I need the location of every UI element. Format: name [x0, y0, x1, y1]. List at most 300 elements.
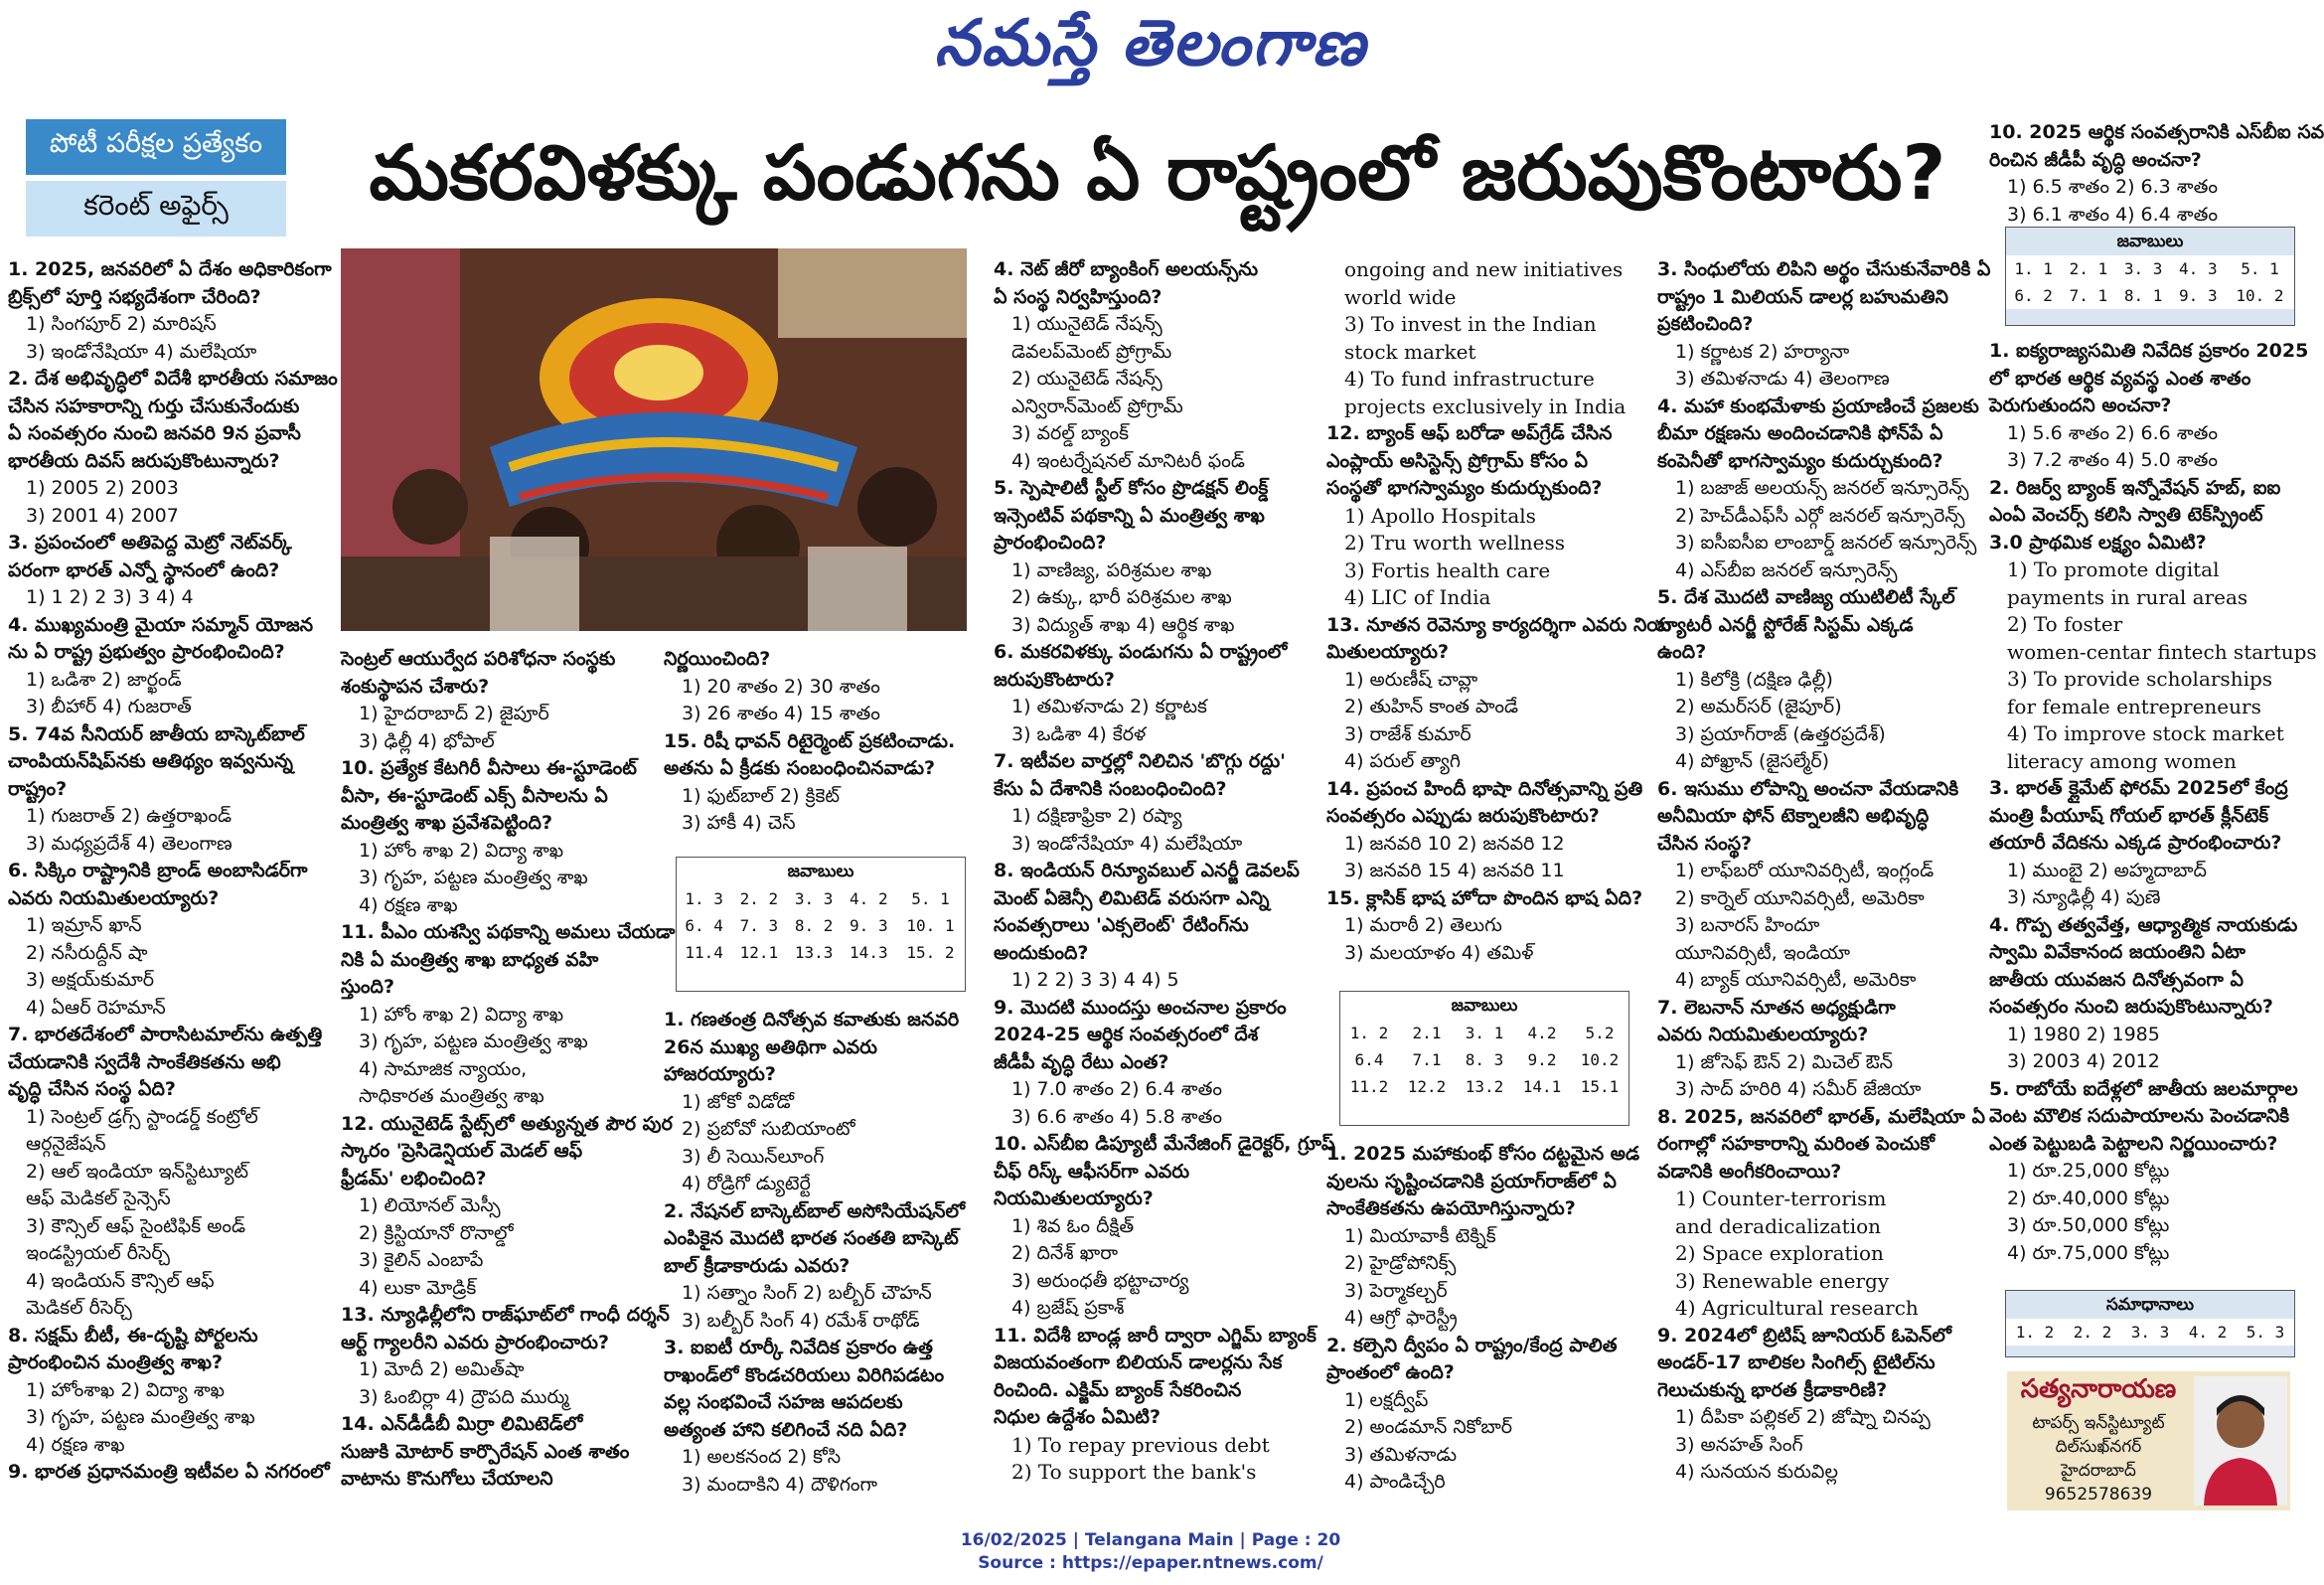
answer-box-title: సమాధానాలు	[2105, 1295, 2195, 1315]
column-7a	[1989, 119, 2324, 229]
question-line: 1. ఐక్యరాజ్యసమితి నివేదిక ప్రకారం 2025	[1989, 340, 2309, 362]
option-line: 3) న్యూఢిల్లీ 4) పుణె	[2007, 886, 2161, 908]
option-line: 3) బీహార్ 4) గుజరాత్	[26, 696, 192, 717]
option-line: 1) ఫుట్‌బాల్ 2) క్రికెట్	[682, 784, 841, 807]
option-line: 1) Apollo Hospitals	[1344, 503, 1536, 528]
answer-cell: 9.2	[1527, 1050, 1557, 1069]
answer-cell: 5. 3	[2246, 1323, 2285, 1342]
question-line: సంస్థతో భాగస్వామ్యం కుదుర్చుకుంది?	[1326, 477, 1603, 499]
option-line: women-centar fintech startups	[2007, 639, 2317, 664]
question-line: జరుపుకొంటారు?	[994, 668, 1115, 691]
option-line: 3) ఇండోనేషియా 4) మలేషియా	[26, 340, 257, 363]
question-line: 15. రిషీ ధావన్ రిటైర్మెంట్ ప్రకటించాడు.	[664, 729, 956, 752]
answer-cell: 8. 2	[794, 916, 834, 935]
question-line: 10. ఎస్‌బీఐ డిప్యూటీ మేనేజింగ్ డైరెక్టర్, గ్రూప్	[994, 1133, 1335, 1155]
column-3	[664, 646, 980, 838]
question-line: సంవత్సరాలు 'ఎక్సలెంట్' రేటింగ్‌ను	[994, 914, 1249, 936]
question-line: వులను సృష్టించడానికి ప్రయాగ్‌రాజ్‌లో ఏ	[1326, 1170, 1617, 1192]
option-line: 3) ఐసీఐసీఐ లాంబార్డ్ జనరల్ ఇన్సూరెన్స్	[1675, 532, 1977, 554]
headline: మకరవిళక్కు పండుగను ఏ రాష్ట్రంలో జరుపుకొంటారు?	[369, 128, 1946, 217]
option-line: 3) జనవరి 15 4) జనవరి 11	[1344, 860, 1565, 881]
question-line: హాజరయ్యారు?	[664, 1063, 776, 1085]
option-line: 1) యునైటెడ్ నేషన్స్	[1011, 313, 1162, 335]
option-line: 2) కార్నెల్ యూనివర్సిటీ, అమెరికా	[1675, 886, 1925, 909]
question-line: రంగాల్లో సహకారాన్ని మరింత పెంచుకో	[1657, 1133, 1936, 1155]
question-line: ఎవరు నియమితులయ్యారు?	[8, 886, 220, 909]
option-line: 1) 6.5 శాతం 2) 6.3 శాతం	[2007, 176, 2218, 198]
option-line: 1) లాఫ్‌బరో యూనివర్సిటీ, ఇంగ్లండ్	[1675, 860, 1935, 881]
question-line: 3. భారత్ క్లైమేట్ ఫోరమ్ 2025లో కేంద్ర	[1989, 777, 2288, 799]
section-tag-competitive: పోటీ పరీక్షల ప్రత్యేకం	[26, 119, 286, 175]
question-line: 5. స్పెషాలిటీ స్టీల్ కోసం ప్రొడక్షన్ లింక్డ్	[994, 477, 1269, 499]
option-line: ఎన్విరాన్‌మెంట్ ప్రోగ్రామ్	[1011, 395, 1183, 417]
option-line: 4) రూ.75,000 కోట్లు	[2007, 1241, 2170, 1264]
column-3b	[664, 1007, 980, 1499]
question-line: 1. 2025, జనవరిలో ఏ దేశం అధికారికంగా	[8, 258, 332, 280]
option-line: 2) అమర్‌సర్ (జైపూర్)	[1675, 696, 1842, 717]
answer-cell: 4.2	[1527, 1024, 1557, 1042]
answer-box-title: జవాబులు	[1451, 996, 1518, 1016]
option-line: 4) పాండిచ్చేరి	[1344, 1471, 1446, 1493]
option-line: 4) సునయన కురువిల్ల	[1675, 1461, 1838, 1483]
author-name: సత్యనారాయణ	[2020, 1374, 2177, 1404]
option-line: ఇండస్ట్రియల్ రీసెర్చ్	[26, 1242, 170, 1264]
answer-cell: 4. 2	[2188, 1323, 2228, 1342]
question-line: 10. 2025 ఆర్థిక సంవత్సరానికి ఎస్‌బీఐ సవ	[1989, 121, 2324, 143]
option-line: 1) మరాఠీ 2) తెలుగు	[1344, 914, 1502, 936]
answer-cell: 5.2	[1585, 1024, 1615, 1042]
option-line: 1) 1980 2) 1985	[2007, 1023, 2160, 1045]
option-line: 1) దీపికా పల్లికల్ 2) జోష్నా చినప్ప	[1675, 1406, 1931, 1428]
question-line: 8. ఇండియన్ రిన్యూవబుల్ ఎనర్జీ డెవలప్	[994, 860, 1300, 881]
option-line: 2) రూ.40,000 కోట్లు	[2007, 1187, 2170, 1209]
answer-cell: 2.1	[1412, 1024, 1442, 1042]
question-line: నికి ఏ మంత్రిత్వ శాఖ బాధ్యత వహి	[341, 948, 599, 971]
option-line: 1) అలకనంద 2) కోసి	[682, 1446, 842, 1468]
author-line: హైదరాబాద్	[2061, 1461, 2136, 1481]
option-line: 3) రాజేశ్ కుమార్	[1344, 722, 1472, 745]
question-line: అనీమియా ఫోన్ టెక్నాలజీని అభివృద్ధి	[1657, 805, 1930, 827]
option-line: 2) ప్రబోవో సుబియాంటో	[682, 1118, 855, 1140]
option-line: 1) రూ.25,000 కోట్లు	[2007, 1160, 2170, 1182]
question-line: వీసా, ఈ-స్టూడెంట్ ఎక్స్ వీసాలను ఏ	[341, 784, 608, 807]
option-line: 3) అనహత్ సింగ్	[1675, 1433, 1803, 1456]
answer-cell: 14.1	[1522, 1077, 1562, 1096]
question-line: 2024-25 ఆర్థిక సంవత్సరంలో దేశ	[994, 1024, 1259, 1045]
option-line: 1) To repay previous debt	[1011, 1432, 1270, 1457]
answer-cell: 13.3	[794, 943, 834, 962]
question-line: అతను ఏ క్రీడకు సంబంధించినవాడు?	[664, 757, 936, 779]
option-line: 3) Fortis health care	[1344, 557, 1551, 582]
question-line: 13. నూతన రెవెన్యూ కార్యదర్శిగా ఎవరు నియ	[1326, 613, 1671, 636]
question-line: చాంపియన్‌షిప్‌నకు ఆతిథ్యం ఇవ్వనున్న	[8, 750, 293, 772]
column-4	[994, 256, 1335, 1487]
question-line: అందుకుంది?	[994, 941, 1089, 964]
question-line: తయారీ వేదికను ఎక్కడ ప్రారంభించారు?	[1989, 832, 2282, 854]
answer-cell: 1. 1	[2014, 259, 2053, 278]
option-line: 3) 2003 4) 2012	[2007, 1050, 2160, 1072]
option-line: 4) To improve stock market	[2007, 721, 2284, 745]
question-line: సుజుకి మోటార్ కార్పొరేషన్ ఎంత శాతం	[341, 1440, 630, 1463]
option-line: 4) లుకా మోడ్రిక్	[359, 1276, 477, 1299]
question-line: మంత్రి పీయూష్ గోయల్ భారత్ క్లీన్‌టెక్	[1989, 804, 2269, 827]
option-line: 4) రక్షణ శాఖ	[359, 893, 458, 916]
answer-cell: 3. 1	[1465, 1024, 1504, 1042]
question-line: 11. విదేశీ బాండ్ల జారీ ద్వారా ఎగ్జిమ్ బ్యాంక్	[994, 1324, 1317, 1347]
option-line: 2) హెచ్‌డీఎఫ్‌సీ ఎర్గో జనరల్ ఇన్సూరెన్స్	[1675, 504, 1965, 527]
answer-cell: 1. 2	[2015, 1323, 2055, 1342]
question-line: 6. సిక్కిం రాష్ట్రానికి బ్రాండ్ అంబాసిడర్‌గా	[8, 860, 308, 881]
question-line: 2. కల్పెని ద్వీపం ఏ రాష్ట్రం/కేంద్ర పాలిత	[1326, 1334, 1618, 1356]
question-line: కేసు ఏ దేశానికి సంబంధించింది?	[994, 777, 1227, 800]
option-line: 1) హోంశాఖ 2) విద్యా శాఖ	[26, 1378, 226, 1401]
question-line: 14. ప్రపంచ హిందీ భాషా దినోత్సవాన్ని ప్రతి	[1326, 777, 1643, 800]
answer-box-1	[676, 857, 966, 992]
author-line: టాపర్స్ ఇన్‌స్టిట్యూట్	[2032, 1413, 2165, 1433]
question-line: 3. ఐఐటీ రూర్కీ నివేదిక ప్రకారం ఉత్త	[664, 1337, 933, 1358]
option-line: 2) దినేశ్ ఖారా	[1011, 1242, 1119, 1264]
question-line: 5. దేశ మొదటి వాణిజ్య యుటిలిటీ స్కేల్	[1657, 586, 1955, 608]
answer-cell: 8. 3	[1465, 1050, 1504, 1069]
option-line: 3) మందాకిని 4) దౌళిగంగా	[682, 1473, 878, 1496]
option-line: 3) అక్షయ్‌కుమార్	[26, 969, 155, 991]
option-line: 2) Space exploration	[1675, 1241, 1884, 1265]
question-line: 4. మహా కుంభమేళాకు ప్రయాణించే ప్రజలకు	[1657, 395, 1979, 417]
option-line: యూనివర్సిటీ, ఇండియా	[1675, 941, 1851, 964]
question-line: 3. సింధులోయ లిపిని అర్థం చేసుకునేవారికి ఏ	[1657, 258, 1991, 280]
question-line: లో భారత ఆర్థిక వ్యవస్థ ఎంత శాతం	[1989, 367, 2251, 390]
option-line: 3) తమిళనాడు	[1344, 1443, 1458, 1466]
option-line: 2) నసీరుద్దీన్ షా	[26, 941, 148, 964]
author-line: 9652578639	[2044, 1485, 2153, 1505]
option-line: 4) ఇంటర్నేషనల్ మానిటరీ ఫండ్	[1011, 449, 1245, 472]
option-line: projects exclusively in India	[1344, 394, 1627, 418]
option-line: 1) లియోనల్ మెస్సీ	[359, 1194, 501, 1216]
option-line: 1) హోం శాఖ 2) విద్యా శాఖ	[359, 839, 564, 862]
question-line: ను ఏ రాష్ట్ర ప్రభుత్వం ప్రారంభించింది?	[8, 641, 285, 663]
question-line: వాటాను కొనుగోలు చేయాలని	[341, 1468, 553, 1490]
option-line: 1) 20 శాతం 2) 30 శాతం	[682, 675, 880, 698]
option-line: 3) పెర్మాకల్చర్	[1344, 1279, 1448, 1302]
question-line: సంవత్సరం ఎప్పుడు జరుపుకొంటారు?	[1326, 805, 1600, 827]
option-line: 1) జోకో విడోడో	[682, 1090, 795, 1113]
option-line: 3) 7.2 శాతం 4) 5.0 శాతం	[2007, 449, 2218, 471]
answer-cell: 2. 2	[739, 889, 779, 908]
option-line: 1) హోం శాఖ 2) విద్యా శాఖ	[359, 1003, 564, 1026]
option-line: 3) బనారస్ హిందూ	[1675, 914, 1820, 936]
question-line: రాష్ట్రం 1 మిలియన్ డాలర్ల బహుమతిని	[1657, 285, 1948, 308]
option-line: 4) ఏఆర్ రెహమాన్	[26, 996, 166, 1019]
option-line: for female entrepreneurs	[2007, 694, 2261, 718]
option-line: literacy among women	[2007, 748, 2237, 773]
question-line: 7. లెబనాన్ నూతన అధ్యక్షుడిగా	[1657, 996, 1896, 1019]
option-line: 3) తమిళనాడు 4) తెలంగాణ	[1675, 368, 1890, 390]
option-line: 4) బ్రజేష్ ప్రకాశ్	[1011, 1297, 1125, 1319]
question-line: ఉంది?	[1657, 641, 1707, 663]
option-line: 1) To promote digital	[2007, 557, 2220, 581]
option-line: 4) ఇండియన్ కౌన్సిల్ ఆఫ్	[26, 1269, 215, 1292]
column-1	[8, 256, 338, 1487]
question-line: రించింది. ఎక్జిమ్ బ్యాంక్ సేకరించిన	[994, 1378, 1242, 1401]
option-line: 3) బల్బీర్ సింగ్ 4) రమేశ్ రాథోడ్	[682, 1309, 920, 1332]
answer-cell: 8. 1	[2123, 286, 2163, 305]
answer-cell: 11.2	[1349, 1077, 1389, 1096]
option-line: 1) 7.0 శాతం 2) 6.4 శాతం	[1011, 1078, 1222, 1100]
option-line: 2) ఆల్ ఇండియా ఇన్‌స్టిట్యూట్	[26, 1160, 249, 1183]
option-line: ఆఫ్ మెడికల్ సైన్సెస్	[26, 1188, 171, 1209]
question-line: 12. బ్యాంక్ ఆఫ్ బరోడా అప్‌గ్రేడ్ చేసిన	[1326, 422, 1613, 444]
question-line: మెంట్ ఏజెన్సీ లిమిటెడ్ వరుసగా ఎన్ని	[994, 886, 1270, 909]
answer-box-3	[2005, 227, 2295, 326]
author-details	[2009, 1411, 2188, 1506]
question-line: బాల్ క్రీడాకారుడు ఎవరు?	[664, 1254, 851, 1277]
answer-table	[677, 885, 965, 966]
column-2	[341, 646, 676, 1494]
question-line: 2. దేశ అభివృద్ధిలో విదేశీ భారతీయ సమాజం	[8, 368, 338, 390]
option-line: 4) ఎస్‌బీఐ జనరల్ ఇన్సూరెన్స్	[1675, 558, 1898, 581]
answer-cell: 11.4	[685, 943, 723, 962]
option-line: సాధికారత మంత్రిత్వ శాఖ	[359, 1085, 544, 1107]
question-line: నియమితులయ్యారు?	[994, 1188, 1154, 1209]
question-line: కంపెనీతో భాగస్వామ్యం కుదుర్చుకుంది?	[1657, 449, 1943, 472]
answer-box-title: జవాబులు	[2116, 232, 2184, 251]
answer-cell: 3. 3	[2123, 259, 2163, 278]
option-line: 4) LIC of India	[1344, 585, 1491, 609]
option-line: ఆర్గనైజేషన్	[26, 1133, 106, 1155]
option-line: 3) విద్యుత్ శాఖ 4) ఆర్థిక శాఖ	[1011, 613, 1235, 636]
question-line: విజయవంతంగా బిలియన్ డాలర్లను సేక	[994, 1351, 1283, 1373]
option-line: 1) హైదరాబాద్ 2) జైపూర్	[359, 703, 549, 724]
question-line: 26న ముఖ్య అతిథిగా ఎవరు	[664, 1035, 877, 1058]
option-line: 1) అరుణీష్ చావ్లా	[1344, 668, 1478, 691]
answer-cell: 1. 2	[1349, 1024, 1389, 1042]
author-photo	[2194, 1376, 2287, 1506]
answer-cell: 14.3	[850, 943, 888, 962]
question-line: చీఫ్ రిస్క్ ఆఫీసర్‌గా ఎవరు	[994, 1160, 1190, 1183]
option-line: 3) 6.6 శాతం 4) 5.8 శాతం	[1011, 1105, 1222, 1128]
option-line: world wide	[1344, 284, 1457, 309]
option-line: 1) మియావాకీ టెక్నిక్	[1344, 1224, 1496, 1247]
answer-cell: 9. 3	[2179, 286, 2218, 305]
option-line: 1) మోదీ 2) అమిత్‌షా	[359, 1358, 525, 1380]
question-line: 8. సక్షమ్ బీటీ, ఈ-దృష్టి పోర్టలను	[8, 1324, 258, 1347]
option-line: 3) మధ్యప్రదేశ్ 4) తెలంగాణ	[26, 832, 232, 855]
answer-cell: 5. 1	[911, 889, 950, 908]
option-line: 2) తుహిన్ కాంత పాండే	[1344, 696, 1519, 717]
option-line: 1) జోసెఫ్ ఔన్ 2) మిచెల్ ఔన్	[1675, 1050, 1893, 1073]
option-line: 3) లీ సెయిన్‌లూంగ్	[682, 1145, 825, 1168]
column-5b	[1326, 1141, 1640, 1497]
question-line: 4. ముఖ్యమంత్రి మైయా సమ్మాన్ యోజన	[8, 613, 314, 636]
question-line: వృద్ధి చేసిన సంస్థ ఏది?	[8, 1078, 176, 1100]
question-line: బీమా రక్షణను అందించడానికి ఫోన్‌పే ఏ	[1657, 422, 1943, 444]
question-line: ప్రారంభించింది?	[994, 532, 1107, 554]
option-line: 1) ముంబై 2) అహ్మదాబాద్	[2007, 859, 2207, 881]
option-line: 1) లక్షద్వీప్	[1344, 1388, 1429, 1411]
question-line: ఆర్ట్ గ్యాలరీని ఎవరు ప్రారంభించారు?	[341, 1331, 610, 1353]
question-line: పెరుగుతుందని అంచనా?	[1989, 395, 2172, 416]
option-line: 1) తమిళనాడు 2) కర్ణాటక	[1011, 696, 1207, 717]
question-line: జీడీపీ వృద్ధి రేటు ఎంత?	[994, 1050, 1169, 1073]
question-line: స్కారం 'ప్రెసిడెన్షియల్ మెడల్ ఆఫ్	[341, 1140, 583, 1162]
option-line: 4) To fund infrastructure	[1344, 367, 1595, 391]
option-line: 1) కిలోక్రి (దక్షిణ ఢిల్లీ)	[1675, 668, 1833, 691]
question-line: 5. రాబోయే ఐదేళ్లలో జాతీయ జలమార్గాల	[1989, 1077, 2298, 1100]
option-line: payments in rural areas	[2007, 584, 2248, 609]
question-line: స్తుంది?	[341, 976, 394, 998]
question-line: మితులయ్యారు?	[1326, 641, 1450, 663]
answer-table	[2006, 255, 2294, 309]
question-line: ఎంపికైన మొదటి భారత సంతతి బాస్కెట్	[664, 1227, 959, 1249]
option-line: 1) Counter-terrorism	[1675, 1187, 1887, 1210]
option-line: 1) 5.6 శాతం 2) 6.6 శాతం	[2007, 421, 2218, 444]
section-tag-current-affairs: కరెంట్ అఫైర్స్	[26, 181, 286, 237]
column-6	[1657, 256, 1991, 1487]
question-line: 1. 2025 మహాకుంభ్ కోసం దట్టమైన అడ	[1326, 1143, 1640, 1165]
option-line: 1) సింగపూర్ 2) మారిషస్	[26, 313, 217, 335]
answer-cell: 4. 3	[2179, 259, 2218, 278]
option-line: 2) అండమాన్ నికోబార్	[1344, 1416, 1512, 1438]
question-line: 5. 74వ సీనియర్ జాతీయ బాస్కెట్‌బాల్	[8, 722, 305, 745]
question-line: మంత్రిత్వ శాఖ ప్రవేశపెట్టింది?	[341, 812, 552, 834]
option-line: 2) ఉక్కు, భారీ పరిశ్రమల శాఖ	[1011, 586, 1232, 608]
question-line: చేసిన సంస్థ?	[1657, 832, 1753, 855]
question-line: రాష్ట్రం?	[8, 777, 68, 800]
option-line: stock market	[1344, 339, 1476, 364]
option-line: 3) గృహ, పట్టణ మంత్రిత్వ శాఖ	[359, 1030, 588, 1052]
option-line: 4) ఆగ్రో ఫారెస్ట్రీ	[1344, 1307, 1458, 1329]
answer-cell: 3. 3	[794, 889, 834, 908]
option-line: 1) గుజరాత్ 2) ఉత్తరాఖండ్	[26, 805, 232, 827]
option-line: 1) 2005 2) 2003	[26, 477, 179, 499]
question-line: 3.0 ప్రాథమిక లక్ష్యం ఏమిటి?	[1989, 531, 2207, 554]
option-line: 2) యునైటెడ్ నేషన్స్	[1011, 368, 1162, 390]
option-line: 2) To foster	[2007, 612, 2123, 636]
question-line: అండర్-17 బాలికల సింగిల్స్ టైటిల్‌ను	[1657, 1351, 1936, 1373]
answer-cell: 1. 3	[685, 889, 723, 908]
option-line: 1) దక్షిణాఫ్రికా 2) రష్యా	[1011, 805, 1182, 827]
question-line: 8. 2025, జనవరిలో భారత్, మలేషియా ఏ	[1657, 1105, 1985, 1128]
question-line: ఎంప్లాయ్ అసిస్టెన్స్ ప్రోగ్రామ్ కోసం ఏ	[1326, 449, 1589, 472]
option-line: 3) హాకీ 4) చెస్	[682, 812, 796, 834]
answer-cell: 6.4	[1354, 1050, 1384, 1069]
question-line: 10. ప్రత్యేక కేటగిరీ వీసాలు ఈ-స్టూడెంట్	[341, 757, 637, 779]
option-line: 2) హైడ్రోపోనిక్స్	[1344, 1252, 1457, 1274]
question-line: 3. ప్రపంచంలో అతిపెద్ద మెట్రో నెట్‌వర్క్	[8, 532, 292, 554]
option-line: 3) 2001 4) 2007	[26, 504, 179, 527]
question-line: గెలుచుకున్న భారత క్రీడాకారిణి?	[1657, 1378, 1888, 1401]
option-line: 4) రక్షణ శాఖ	[26, 1433, 125, 1456]
option-line: 3) ఒడిశా 4) కేరళ	[1011, 722, 1147, 745]
option-line: 2) క్రిస్టియానో రొనాల్డో	[359, 1221, 514, 1244]
question-line: 2. నేషనల్ బాస్కెట్‌బాల్ అసోసియేషన్‌లో	[664, 1199, 965, 1222]
question-line: నిధుల ఉద్దేశం ఏమిటి?	[994, 1406, 1161, 1428]
option-line: 4) సామాజిక న్యాయం,	[359, 1057, 528, 1080]
question-line: నిర్ణయించింది?	[664, 648, 771, 670]
option-line: 4) Agricultural research	[1675, 1296, 1919, 1320]
footer-date: 16/02/2025 | Telangana Main | Page : 20	[960, 1530, 1341, 1550]
option-line: 3) కైలిన్ ఎంబాపే	[359, 1249, 484, 1271]
question-line: 4. నెట్ జీరో బ్యాంకింగ్ అలయన్స్‌ను	[994, 258, 1259, 280]
answer-box-4	[2005, 1290, 2295, 1357]
option-line: 1) 1 2) 2 3) 3 4) 4	[26, 586, 194, 608]
question-line: శంకుస్థాపన చేశారు?	[341, 675, 490, 698]
question-line: ఎవరు నియమితులయ్యారు?	[1657, 1024, 1869, 1045]
option-line: 1) సెంట్రల్ డ్రగ్స్ స్టాండర్డ్ కంట్రోల్	[26, 1105, 258, 1128]
option-line: 4) పరుల్ త్యాగి	[1344, 750, 1461, 772]
answer-cell: 10. 2	[2236, 286, 2284, 305]
option-line: 1) శివ ఓం దీక్షిత్	[1011, 1214, 1135, 1237]
option-line: 1) 2 2) 3 3) 4 4) 5	[1011, 969, 1179, 991]
answer-cell: 15.1	[1580, 1077, 1620, 1096]
question-line: 6. ఇసుము లోపాన్ని అంచనా వేయడానికి	[1657, 777, 1959, 800]
option-line: 1) కర్ణాటక 2) హర్యానా	[1675, 340, 1850, 363]
festival-photo	[341, 248, 967, 631]
author-line: దిల్‌సుఖ్‌నగర్	[2055, 1437, 2142, 1457]
question-line: 4. గొప్ప తత్వవేత్త, ఆధ్యాత్మిక నాయకుడు	[1989, 913, 2298, 936]
question-line: సెంట్రల్ ఆయుర్వేద పరిశోధనా సంస్థకు	[341, 648, 616, 670]
option-line: 3) ఇండోనేషియా 4) మలేషియా	[1011, 832, 1243, 855]
question-line: రాఖండ్‌లో కొండచరియలు విరిగిపడటం	[664, 1363, 945, 1386]
question-line: బ్రిక్స్‌లో పూర్తి సభ్యదేశంగా చేరింది?	[8, 285, 261, 308]
question-line: 15. క్లాసిక్ భాష హోదా పొందిన భాష ఏది?	[1326, 886, 1643, 909]
masthead: నమస్తే తెలంగాణ	[934, 6, 1367, 80]
answer-cell: 10. 1	[906, 916, 955, 935]
question-line: చేసిన సహకారాన్ని గుర్తు చేసుకునేందుకు	[8, 395, 300, 417]
option-line: 3) మలయాళం 4) తమిళ్	[1344, 941, 1534, 964]
option-line: 1) సత్నాం సింగ్ 2) బల్బీర్ చౌహన్	[682, 1282, 932, 1304]
question-line: 2. రిజర్వ్ బ్యాంక్ ఇన్నోవేషన్ హబ్, ఐఐ	[1989, 476, 2281, 499]
question-line: వెంట మౌలిక సదుపాయాలను పెంచడానికి	[1989, 1105, 2290, 1127]
answer-cell: 9. 3	[850, 916, 888, 935]
question-line: 7. ఇటీవల వార్తల్లో నిలిచిన 'బొగ్గు రద్దు'	[994, 750, 1286, 772]
question-line: అత్యంత హాని కలిగించే నది ఏది?	[664, 1418, 908, 1441]
option-line: 4) బ్యాక్ యూనివర్సిటీ, అమెరికా	[1675, 969, 1917, 991]
question-line: ప్రారంభించిన మంత్రిత్వ శాఖ?	[8, 1351, 223, 1373]
question-line: ఫ్రీడమ్' లభించింది?	[341, 1167, 487, 1189]
column-5	[1326, 256, 1671, 967]
answer-cell: 12.1	[739, 943, 779, 962]
question-line: ఎంఏ వెంచర్స్ కలిసి స్వాతి టెక్‌స్ప్రింట్	[1989, 504, 2263, 526]
option-line: 3) వరల్డ్ బ్యాంక్	[1011, 422, 1130, 444]
answer-cell: 6. 4	[685, 916, 723, 935]
question-line: ఏ సంస్థ నిర్వహిస్తుంది?	[994, 285, 1162, 308]
answer-cell: 2. 2	[2073, 1323, 2112, 1342]
question-line: 9. మొదటి ముందస్తు అంచనాల ప్రకారం	[994, 996, 1287, 1019]
question-line: బ్యాటరీ ఎనర్జీ స్టోరేజ్ సిస్టమ్ ఎక్కడ	[1657, 613, 1914, 636]
question-line: 9. భారత ప్రధానమంత్రి ఇటీవల ఏ నగరంలో	[8, 1461, 330, 1483]
column-7b	[1989, 338, 2317, 1267]
answer-cell: 3. 3	[2130, 1323, 2170, 1342]
option-line: 3) రూ.50,000 కోట్లు	[2007, 1214, 2170, 1236]
option-line: మెడికల్ రీసెర్చ్	[26, 1297, 132, 1319]
answer-cell: 7. 1	[2069, 286, 2108, 305]
question-line: 6. మకరవిళక్కు పండుగను ఏ రాష్ట్రంలో	[994, 641, 1288, 663]
answer-cell: 4. 2	[850, 889, 888, 908]
question-line: సంవత్సరం నుంచి జరుపుకొంటున్నారు?	[1989, 996, 2273, 1018]
question-line: 12. యునైటెడ్ స్టేట్స్‌లో అత్యున్నత పౌర పుర	[341, 1112, 673, 1135]
answer-box-title: జవాబులు	[787, 862, 854, 881]
option-line: 1) జనవరి 10 2) జనవరి 12	[1344, 832, 1565, 855]
question-line: చేయడానికి స్వదేశీ సాంకేతికతను అభి	[8, 1050, 281, 1073]
question-line: పరంగా భారత్ ఎన్నో స్థానంలో ఉంది?	[8, 558, 280, 581]
question-line: ఎంత పెట్టుబడి పెట్టాలని నిర్ణయించారు?	[1989, 1132, 2278, 1155]
answer-cell: 15. 2	[906, 943, 955, 962]
answer-cell: 2. 1	[2069, 259, 2108, 278]
question-line: సాంకేతికతను ఉపయోగిస్తున్నారు?	[1326, 1197, 1576, 1219]
option-line: 1) ఒడిశా 2) జార్ఖండ్	[26, 668, 182, 691]
option-line: 3) 26 శాతం 4) 15 శాతం	[682, 703, 880, 724]
